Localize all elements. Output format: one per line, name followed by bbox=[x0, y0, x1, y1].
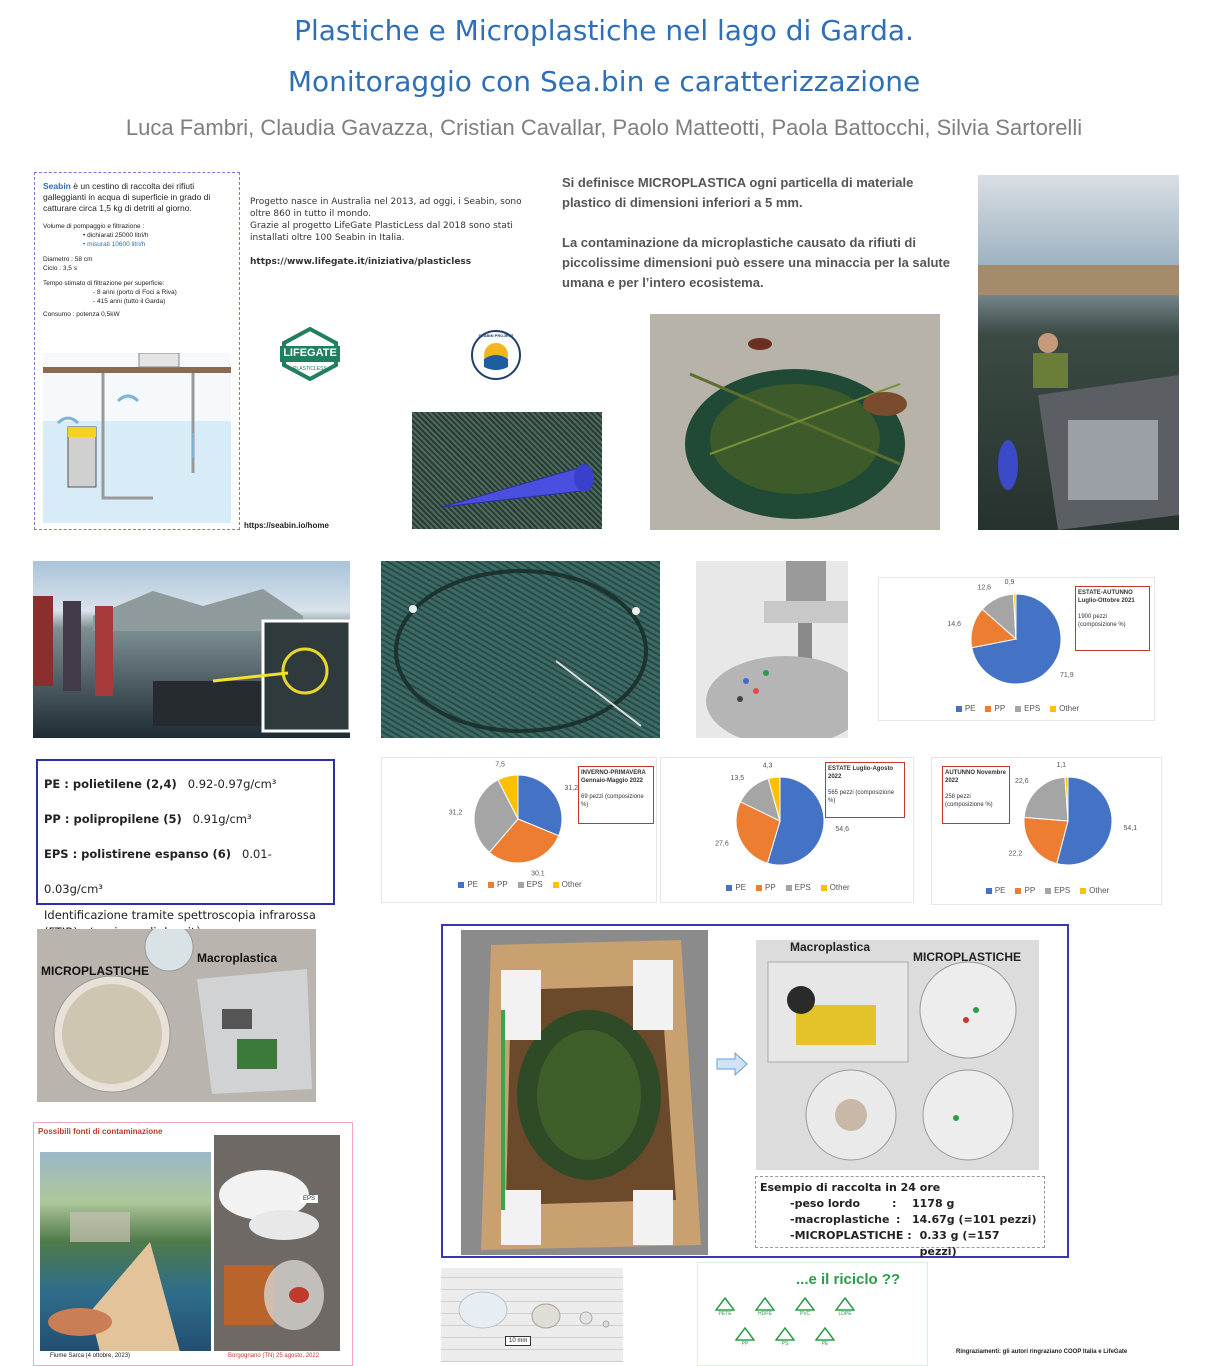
legend-label: PP bbox=[994, 704, 1006, 713]
seabin-diagram bbox=[43, 353, 231, 523]
legend-item bbox=[985, 704, 1005, 713]
seabin-intro: è un cestino di raccolta dei rifiuti galleggianti in acqua di superficie in grado di catturare circa 1,5 kg di detriti al giorno. bbox=[43, 181, 211, 213]
pie-note-1: ESTATE-AUTUNNO Luglio-Ottobre 2021 1900 pezzi (composizione %) bbox=[1075, 586, 1150, 651]
legend-swatch bbox=[786, 885, 792, 891]
legend-swatch bbox=[458, 882, 464, 888]
definition-p2: La contaminazione da microplastiche causato da rifiuti di piccolissime dimensioni può essere una minaccia per la salute umana e per l’intero ecosistema. bbox=[562, 235, 950, 290]
pie-data-label: 1,1 bbox=[1056, 762, 1067, 770]
pie-chart-card-2 bbox=[381, 757, 657, 903]
legend-label: Other bbox=[829, 883, 850, 892]
pie-data-label: 31,2 bbox=[448, 809, 463, 817]
legend-swatch bbox=[985, 706, 991, 712]
legend-label: Other bbox=[1089, 886, 1110, 895]
legend-label: Other bbox=[1059, 704, 1080, 713]
project-text-p2: Grazie al progetto LifeGate PlasticLess dal 2018 sono stati installati oltre 100 Seabin in Italia. bbox=[250, 221, 513, 243]
legend-item bbox=[458, 880, 478, 889]
pie-data-label: 54,1 bbox=[1123, 825, 1138, 833]
acknowledgements: Ringraziamenti: gli autori ringraziano COOP Italia e LifeGate bbox=[956, 1349, 1128, 1355]
legend-item bbox=[821, 883, 850, 892]
legend-item bbox=[488, 880, 508, 889]
stats-row: -macroplastiche : 14.67g (=101 pezzi) bbox=[790, 1213, 1037, 1226]
legend-swatch bbox=[1015, 888, 1021, 894]
seabin-spec-line: • dichiarati 25000 litri/h bbox=[83, 232, 149, 239]
legend-swatch bbox=[821, 885, 827, 891]
pie-data-label: 27,6 bbox=[715, 840, 729, 848]
pie-chart-card-1 bbox=[878, 577, 1155, 721]
eps-fragments-scale-photo bbox=[441, 1268, 623, 1362]
pie-note-4: AUTUNNO Novembre 2022 258 pezzi (composizione %) bbox=[942, 766, 1010, 824]
seabin-spec-line: Consumo : potenza 0,5kW bbox=[43, 311, 120, 318]
seabin-spec-line: • misurati 10600 litri/h bbox=[83, 241, 146, 248]
pie-data-label: 71,9 bbox=[1060, 672, 1074, 680]
legend-item bbox=[1045, 886, 1070, 895]
polymer-line-eps: EPS : polistirene espanso (6) 0.01-0.03g/cm³ bbox=[44, 847, 272, 896]
label-microplastiche-example: MICROPLASTICHE bbox=[913, 950, 1021, 964]
seabin-spec-line: Volume di pompaggio e filtrazione : bbox=[43, 223, 145, 230]
debris-basket-photo bbox=[650, 314, 940, 530]
legend-swatch bbox=[986, 888, 992, 894]
eps-waste-photo bbox=[214, 1135, 340, 1351]
stats-title: Esempio di raccolta in 24 ore bbox=[760, 1181, 941, 1194]
stats-row: -peso lordo : 1178 g bbox=[790, 1197, 955, 1210]
poster-title-line2: Monitoraggio con Sea.bin e caratterizzazione bbox=[287, 65, 921, 98]
contamination-title: Possibili fonti di contaminazione bbox=[38, 1127, 163, 1136]
legend-label: PP bbox=[496, 880, 508, 889]
stats-row: -MICROPLASTICHE : 0.33 g (=157 pezzi) bbox=[790, 1229, 1000, 1258]
seabin-spec-line: - 415 anni (tutto il Garda) bbox=[93, 298, 166, 305]
recycle-code-icon: PVC bbox=[792, 1297, 818, 1319]
pie-data-label: 54,6 bbox=[835, 826, 850, 834]
legend-swatch bbox=[1080, 888, 1086, 894]
project-text bbox=[250, 196, 532, 268]
pie-data-label: 7,5 bbox=[495, 761, 505, 769]
recycle-codes-row1 bbox=[712, 1297, 872, 1319]
borgognano-caption: Borgognano (TN) 25 agosto, 2022 bbox=[228, 1353, 320, 1359]
eps-tag: EPS bbox=[300, 1195, 318, 1203]
pie-slice-eps bbox=[1024, 777, 1068, 821]
seabin-specs bbox=[43, 222, 231, 319]
legend-label: PP bbox=[1024, 886, 1036, 895]
arrow-right-icon bbox=[715, 1051, 749, 1077]
legend-label: PE bbox=[467, 880, 478, 889]
pie-data-label: 30,1 bbox=[531, 870, 545, 878]
pie-note-2: INVERNO-PRIMAVERA Gennaio-Maggio 2022 69 pezzi (composizione %) bbox=[578, 766, 654, 824]
legend-item bbox=[986, 886, 1006, 895]
seabin-dock-photo bbox=[978, 175, 1179, 530]
legend-label: PE bbox=[964, 704, 976, 713]
legend-swatch bbox=[956, 706, 962, 712]
polymer-footer: Identificazione tramite spettroscopia infrarossa bbox=[44, 908, 316, 922]
pie-legend-2 bbox=[382, 880, 658, 889]
legend-label: PE bbox=[735, 883, 746, 892]
pie-data-label: 31,2 bbox=[564, 784, 579, 792]
legend-swatch bbox=[726, 885, 732, 891]
definition-p1: Si definisce MICROPLASTICA ogni particella di materiale plastico di dimensioni inferiori a 5 mm. bbox=[562, 175, 914, 210]
legend-item bbox=[1050, 704, 1079, 713]
legend-label: EPS bbox=[1024, 704, 1041, 713]
students-dock-photo bbox=[33, 561, 350, 738]
sarca-river-aerial-photo bbox=[40, 1152, 211, 1351]
seabin-project-logo: SEABIN PROJECT bbox=[470, 329, 522, 381]
seabin-spec-line: - 8 anni (porto di Foci a Riva) bbox=[93, 289, 177, 296]
pie-chart-card-3 bbox=[660, 757, 914, 903]
legend-item bbox=[1015, 704, 1040, 713]
pie-data-label: 22,6 bbox=[1015, 778, 1029, 786]
seabin-spec-line: Ciclo : 3,5 s bbox=[43, 265, 77, 272]
pie-note-3: ESTATE Luglio-Agosto 2022 565 pezzi (composizione %) bbox=[825, 762, 905, 818]
collection-example-box bbox=[441, 924, 1069, 1258]
legend-label: EPS bbox=[794, 883, 811, 892]
recycle-code-icon: PE bbox=[812, 1327, 838, 1349]
legend-item bbox=[553, 880, 582, 889]
recycle-box bbox=[697, 1262, 928, 1366]
seabin-spec-line: Tempo stimato di filtrazione per superficie: bbox=[43, 280, 165, 287]
legend-item bbox=[1015, 886, 1035, 895]
legend-swatch bbox=[1050, 706, 1056, 712]
recycle-code-icon: PP bbox=[732, 1327, 758, 1349]
legend-item bbox=[756, 883, 776, 892]
legend-item bbox=[1080, 886, 1109, 895]
micro-macro-photo bbox=[37, 929, 316, 1102]
lifegate-link[interactable]: https://www.lifegate.it/iniziativa/plasticless bbox=[250, 257, 472, 267]
legend-swatch bbox=[518, 882, 524, 888]
label-macroplastica: Macroplastica bbox=[197, 951, 278, 965]
collection-stats bbox=[755, 1176, 1045, 1258]
legend-item bbox=[726, 883, 746, 892]
legend-swatch bbox=[1015, 706, 1021, 712]
recycle-code-icon: PS bbox=[772, 1327, 798, 1349]
pie-data-label: 14,6 bbox=[947, 621, 961, 629]
recycle-code-icon: PETE bbox=[712, 1297, 738, 1319]
label-microplastiche: MICROPLASTICHE bbox=[41, 964, 149, 978]
lifegate-logo: LIFEGATE PLASTICLESS bbox=[280, 327, 340, 381]
lab-sample-stage-photo bbox=[696, 561, 848, 738]
project-text-p1: Progetto nasce in Australia nel 2013, ad oggi, i Seabin, sono oltre 860 in tutto il mondo. bbox=[250, 197, 522, 219]
pie-legend-4 bbox=[932, 886, 1163, 895]
legend-swatch bbox=[756, 885, 762, 891]
microplastics-net-photo bbox=[381, 561, 660, 738]
sarca-caption: Fiume Sarca (4 ottobre, 2023) bbox=[50, 1353, 131, 1359]
legend-item bbox=[956, 704, 976, 713]
pie-data-label: 22,2 bbox=[1008, 850, 1023, 858]
legend-label: Other bbox=[561, 880, 582, 889]
seabin-name: Seabin bbox=[43, 181, 71, 191]
microplastic-definition bbox=[562, 173, 950, 293]
filter-net-photo bbox=[412, 412, 602, 529]
pie-legend-3 bbox=[661, 883, 915, 892]
legend-item bbox=[786, 883, 811, 892]
seabin-link[interactable]: https://seabin.io/home bbox=[244, 521, 329, 530]
poster-authors: Luca Fambri, Claudia Gavazza, Cristian Cavallar, Paolo Matteotti, Paola Battocchi, Silvia Sartorelli bbox=[125, 115, 1083, 140]
legend-swatch bbox=[488, 882, 494, 888]
contamination-sources-box bbox=[33, 1122, 353, 1366]
scale-bar-label: 10 mm bbox=[505, 1336, 531, 1346]
legend-label: PP bbox=[764, 883, 776, 892]
poster-title-line1: Plastiche e Microplastiche nel lago di Garda. bbox=[294, 14, 914, 47]
legend-swatch bbox=[1045, 888, 1051, 894]
legend-swatch bbox=[553, 882, 559, 888]
sorted-plastics-photo bbox=[756, 940, 1039, 1170]
legend-label: PE bbox=[994, 886, 1006, 895]
pie-data-label: 0,9 bbox=[1004, 579, 1015, 587]
seabin-info-box bbox=[34, 172, 240, 530]
pie-data-label: 13,5 bbox=[730, 774, 745, 782]
recycle-code-icon: HDPE bbox=[752, 1297, 778, 1319]
label-macroplastica-example: Macroplastica bbox=[790, 940, 871, 954]
pie-data-label: 12,6 bbox=[977, 584, 992, 592]
pie-chart-card-4 bbox=[931, 757, 1162, 905]
polymer-line-pp: PP : polipropilene (5) 0.91g/cm³ bbox=[44, 812, 252, 826]
polymer-line-pe: PE : polietilene (2,4) 0.92-0.97g/cm³ bbox=[44, 777, 277, 791]
recycle-title: ...e il riciclo ?? bbox=[796, 1271, 901, 1288]
pie-data-label: 4,3 bbox=[762, 762, 773, 770]
legend-label: EPS bbox=[526, 880, 543, 889]
pie-legend-1 bbox=[879, 704, 1156, 713]
recycle-codes-row2 bbox=[732, 1327, 862, 1349]
legend-label: EPS bbox=[1054, 886, 1071, 895]
collection-tray-photo bbox=[461, 930, 708, 1255]
seabin-spec-line: Diametro : 58 cm bbox=[43, 256, 93, 263]
polymer-density-box bbox=[36, 759, 335, 922]
legend-item bbox=[518, 880, 543, 889]
recycle-code-icon: LDPE bbox=[832, 1297, 858, 1319]
